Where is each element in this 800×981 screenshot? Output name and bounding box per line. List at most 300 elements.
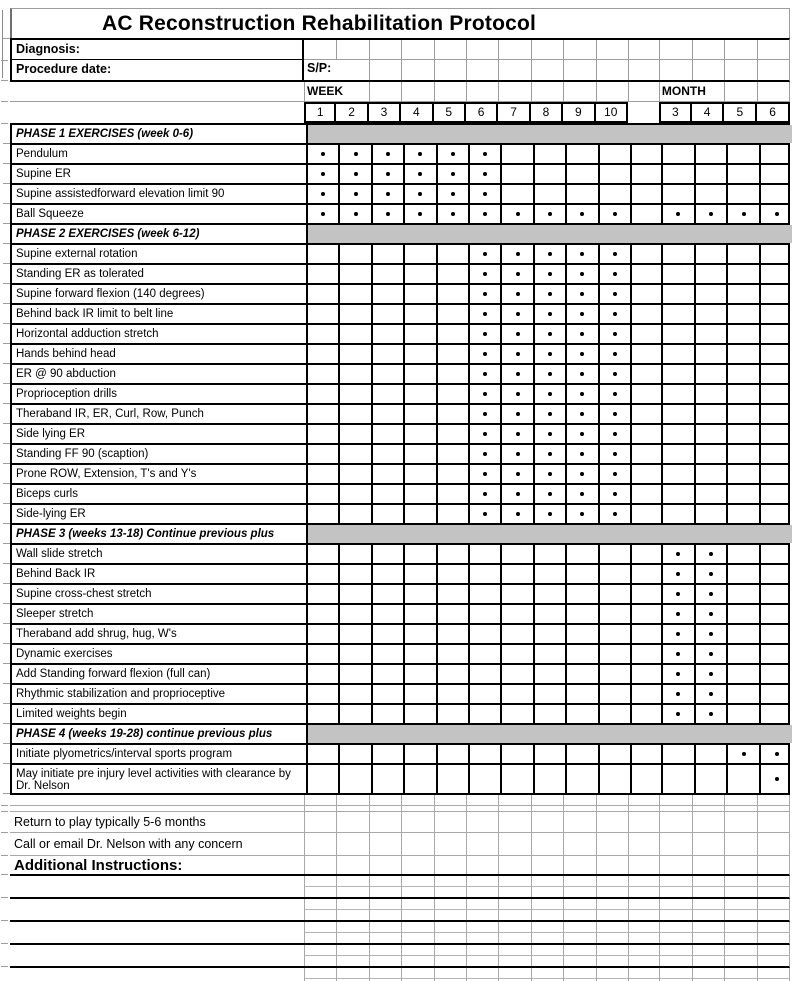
bullet-marker — [386, 212, 390, 216]
grid-cell — [628, 856, 659, 874]
bullet-cell — [694, 585, 727, 603]
grid-cell — [694, 425, 727, 443]
grid-cell — [661, 365, 694, 383]
grid-cell — [500, 705, 532, 723]
grid-cell — [692, 922, 725, 943]
exercise-row — [10, 385, 790, 405]
grid-cell — [369, 922, 401, 943]
bullet-marker — [451, 172, 455, 176]
exercise-label: Theraband add shrug, hug, W's — [16, 628, 177, 640]
phase-header-row — [10, 225, 790, 245]
gap-cell — [630, 325, 661, 343]
grid-cell — [338, 765, 370, 793]
grid-cell — [434, 40, 466, 60]
exercise-label: Behind Back IR — [16, 568, 96, 580]
grid-cell — [466, 60, 498, 80]
phase-header-band — [306, 725, 792, 743]
grid-cell — [436, 425, 468, 443]
grid-cell — [306, 305, 338, 323]
grid-cell — [759, 665, 792, 683]
grid-cell — [598, 765, 630, 793]
grid-cell — [371, 585, 403, 603]
week-number-cell: 10 — [596, 102, 628, 123]
bullet-cell — [565, 245, 597, 263]
grid-cell — [724, 82, 757, 101]
grid-cell — [338, 365, 370, 383]
grid-cell — [724, 922, 757, 943]
month-number-cell: 5 — [724, 102, 757, 123]
bullet-cell — [500, 245, 532, 263]
grid-cell — [403, 365, 435, 383]
grid-cell — [10, 82, 304, 101]
bullet-cell — [565, 485, 597, 503]
grid-cell — [759, 445, 792, 463]
bullet-marker — [516, 252, 520, 256]
grid-cell — [694, 505, 727, 523]
bullet-marker — [676, 632, 680, 636]
grid-cell — [659, 899, 692, 920]
grid-cell — [403, 245, 435, 263]
grid-cell — [692, 856, 725, 874]
grid-cell — [661, 445, 694, 463]
phase-header-band — [306, 525, 792, 543]
grid-cell — [726, 305, 759, 323]
grid-cell — [468, 545, 500, 563]
grid-cell — [371, 445, 403, 463]
exercise-label: Wall slide stretch — [16, 548, 103, 560]
grid-cell — [596, 899, 628, 920]
grid-cell — [531, 968, 563, 981]
grid-cell — [466, 82, 498, 101]
grid-cell — [628, 40, 659, 60]
exercise-row — [10, 365, 790, 385]
grid-cell — [628, 968, 659, 981]
exercise-row — [10, 405, 790, 425]
bullet-marker — [516, 372, 520, 376]
grid-cell — [757, 795, 790, 805]
grid-cell — [401, 856, 433, 874]
grid-cell — [598, 685, 630, 703]
grid-cell — [371, 745, 403, 763]
grid-cell — [10, 945, 304, 966]
note-text: Call or email Dr. Nelson with any concern — [14, 837, 243, 851]
bullet-marker — [613, 412, 617, 416]
grid-cell — [436, 245, 468, 263]
phase-header-band — [306, 225, 792, 243]
grid-cell — [563, 795, 595, 805]
exercise-label: Ball Squeeze — [16, 208, 84, 220]
grid-cell — [759, 625, 792, 643]
grid-cell — [369, 876, 401, 897]
bullet-cell — [468, 485, 500, 503]
note-row — [10, 812, 790, 833]
bullet-marker — [451, 212, 455, 216]
grid-cell — [306, 505, 338, 523]
grid-cell — [401, 812, 433, 832]
grid-cell — [628, 922, 659, 943]
bullet-cell — [468, 265, 500, 283]
grid-cell — [659, 968, 692, 981]
grid-cell — [533, 185, 565, 203]
bullet-cell — [468, 145, 500, 163]
grid-cell — [598, 625, 630, 643]
gap-cell — [630, 765, 661, 793]
bullet-cell — [306, 205, 338, 223]
grid-cell — [498, 876, 530, 897]
bullet-cell — [403, 165, 435, 183]
bullet-cell — [533, 325, 565, 343]
grid-cell — [336, 856, 368, 874]
grid-cell — [563, 856, 595, 874]
grid-cell — [338, 625, 370, 643]
bullet-cell — [468, 445, 500, 463]
grid-cell — [757, 40, 790, 60]
grid-cell — [724, 60, 757, 80]
bullet-marker — [580, 312, 584, 316]
grid-cell — [596, 795, 628, 805]
grid-cell — [338, 685, 370, 703]
bullet-cell — [661, 605, 694, 623]
bullet-marker — [676, 572, 680, 576]
grid-cell — [565, 145, 597, 163]
grid-cell — [436, 365, 468, 383]
grid-cell — [598, 185, 630, 203]
gap-cell — [630, 665, 661, 683]
grid-cell — [304, 812, 336, 832]
bullet-marker — [483, 312, 487, 316]
grid-cell — [500, 585, 532, 603]
grid-cell — [659, 876, 692, 897]
exercise-label: Side-lying ER — [16, 508, 86, 520]
grid-cell — [628, 60, 659, 80]
bullet-cell — [500, 385, 532, 403]
grid-cell — [336, 806, 368, 811]
week-number-cell: 5 — [434, 102, 466, 123]
bullet-marker — [483, 492, 487, 496]
grid-cell — [338, 485, 370, 503]
grid-cell — [371, 265, 403, 283]
grid-cell — [692, 60, 725, 80]
exercise-row — [10, 645, 790, 665]
week-number-cell: 6 — [466, 102, 498, 123]
bullet-cell — [661, 205, 694, 223]
grid-cell — [371, 285, 403, 303]
week-number-cell: 4 — [401, 102, 433, 123]
bullet-marker — [548, 252, 552, 256]
phase-header-label: PHASE 1 EXERCISES (week 0-6) — [16, 128, 194, 140]
grid-cell — [338, 745, 370, 763]
grid-cell — [401, 60, 433, 80]
grid-cell — [304, 795, 336, 805]
grid-cell — [757, 968, 790, 981]
bullet-marker — [354, 212, 358, 216]
bullet-cell — [694, 205, 727, 223]
grid-cell — [628, 945, 659, 966]
grid-cell — [628, 795, 659, 805]
bullet-cell — [468, 205, 500, 223]
grid-cell — [306, 705, 338, 723]
grid-cell — [403, 705, 435, 723]
bullet-cell — [565, 465, 597, 483]
bullet-cell — [468, 185, 500, 203]
gap-cell — [630, 485, 661, 503]
bullet-cell — [533, 285, 565, 303]
exercise-label: Limited weights begin — [16, 708, 127, 720]
grid-cell — [726, 625, 759, 643]
grid-cell — [500, 545, 532, 563]
grid-cell — [661, 745, 694, 763]
bullet-marker — [516, 412, 520, 416]
bullet-cell — [500, 325, 532, 343]
bullet-cell — [403, 185, 435, 203]
grid-cell — [661, 505, 694, 523]
grid-cell — [757, 833, 790, 855]
exercise-row — [10, 185, 790, 205]
bullet-cell — [598, 425, 630, 443]
page-title: AC Reconstruction Rehabilitation Protocol — [102, 12, 537, 35]
bullet-marker — [742, 212, 746, 216]
grid-cell — [498, 40, 530, 60]
grid-cell — [565, 705, 597, 723]
grid-cell — [338, 645, 370, 663]
header-grid — [10, 38, 790, 123]
bullet-cell — [694, 625, 727, 643]
grid-cell — [498, 795, 530, 805]
grid-cell — [531, 40, 563, 60]
grid-cell — [306, 245, 338, 263]
exercise-label: Proprioception drills — [16, 388, 117, 400]
grid-cell — [726, 705, 759, 723]
grid-cell — [628, 806, 659, 811]
grid-cell — [369, 806, 401, 811]
grid-cell — [500, 565, 532, 583]
exercise-row — [10, 425, 790, 445]
grid-cell — [659, 812, 692, 832]
grid-cell — [338, 565, 370, 583]
bullet-cell — [338, 205, 370, 223]
grid-cell — [726, 765, 759, 793]
grid-cell — [403, 405, 435, 423]
grid-cell — [401, 899, 433, 920]
exercise-label: Pendulum — [16, 148, 68, 160]
gap-cell — [630, 285, 661, 303]
grid-cell — [401, 876, 433, 897]
grid-cell — [371, 245, 403, 263]
grid-cell — [498, 82, 530, 101]
grid-cell — [306, 285, 338, 303]
grid-cell — [436, 625, 468, 643]
bullet-cell — [565, 305, 597, 323]
grid-cell — [759, 605, 792, 623]
grid-cell — [498, 60, 530, 80]
exercise-row — [10, 685, 790, 705]
bullet-marker — [516, 452, 520, 456]
bullet-cell — [468, 165, 500, 183]
bullet-cell — [371, 185, 403, 203]
grid-cell — [596, 833, 628, 855]
exercise-row — [10, 765, 790, 795]
bullet-cell — [759, 745, 792, 763]
grid-cell — [563, 945, 595, 966]
grid-cell — [498, 922, 530, 943]
grid-cell — [369, 795, 401, 805]
grid-cell — [759, 325, 792, 343]
bullet-marker — [709, 612, 713, 616]
exercise-row — [10, 605, 790, 625]
bullet-cell — [565, 425, 597, 443]
bullet-marker — [483, 372, 487, 376]
gap-cell — [630, 365, 661, 383]
phase-header-row — [10, 525, 790, 545]
bullet-marker — [580, 272, 584, 276]
grid-cell — [436, 485, 468, 503]
grid-cell — [338, 425, 370, 443]
grid-cell — [371, 665, 403, 683]
grid-cell — [338, 405, 370, 423]
grid-cell — [403, 305, 435, 323]
exercise-row — [10, 285, 790, 305]
grid-cell — [692, 812, 725, 832]
grid-cell — [726, 405, 759, 423]
bullet-cell — [726, 745, 759, 763]
grid-cell — [500, 745, 532, 763]
exercise-row — [10, 705, 790, 725]
bullet-cell — [598, 485, 630, 503]
grid-cell — [306, 425, 338, 443]
grid-cell — [726, 185, 759, 203]
grid-cell — [371, 425, 403, 443]
grid-cell — [757, 922, 790, 943]
grid-cell — [403, 585, 435, 603]
month-header-label: MONTH — [659, 82, 725, 101]
grid-cell — [466, 968, 498, 981]
bullet-marker — [613, 512, 617, 516]
bullet-marker — [516, 492, 520, 496]
grid-cell — [694, 765, 727, 793]
bullet-marker — [613, 212, 617, 216]
exercise-row — [10, 585, 790, 605]
grid-cell — [565, 765, 597, 793]
grid-cell — [531, 812, 563, 832]
grid-cell — [434, 812, 466, 832]
bullet-cell — [468, 245, 500, 263]
procedure-date-row — [10, 60, 790, 82]
exercise-label: Supine cross-chest stretch — [16, 588, 152, 600]
grid-cell — [596, 856, 628, 874]
bullet-cell — [661, 585, 694, 603]
grid-cell — [726, 445, 759, 463]
grid-cell — [659, 60, 692, 80]
grid-cell — [726, 365, 759, 383]
exercise-row — [10, 665, 790, 685]
gap-cell — [630, 565, 661, 583]
grid-cell — [338, 305, 370, 323]
week-number-cell: 9 — [563, 102, 595, 123]
grid-cell — [724, 795, 757, 805]
grid-cell — [759, 425, 792, 443]
bullet-marker — [548, 392, 552, 396]
grid-cell — [565, 645, 597, 663]
bullet-cell — [661, 645, 694, 663]
grid-cell — [533, 745, 565, 763]
grid-cell — [661, 325, 694, 343]
grid-cell — [724, 806, 757, 811]
grid-cell — [434, 899, 466, 920]
exercise-label: Theraband IR, ER, Curl, Row, Punch — [16, 408, 204, 420]
grid-cell — [403, 505, 435, 523]
grid-cell — [304, 899, 336, 920]
grid-cell — [434, 968, 466, 981]
bullet-marker — [709, 552, 713, 556]
grid-cell — [694, 245, 727, 263]
grid-cell — [726, 245, 759, 263]
blank-write-row — [10, 876, 790, 899]
bullet-marker — [516, 272, 520, 276]
grid-cell — [757, 60, 790, 80]
grid-cell — [371, 385, 403, 403]
bullet-marker — [775, 212, 779, 216]
bullet-cell — [694, 705, 727, 723]
bullet-cell — [598, 245, 630, 263]
grid-cell — [759, 485, 792, 503]
grid-cell — [726, 585, 759, 603]
grid-cell — [466, 812, 498, 832]
grid-cell — [694, 745, 727, 763]
bullet-marker — [548, 352, 552, 356]
gap-cell — [630, 465, 661, 483]
bullet-cell — [598, 365, 630, 383]
grid-cell — [403, 265, 435, 283]
grid-cell — [466, 833, 498, 855]
gap-cell — [630, 305, 661, 323]
bullet-marker — [580, 252, 584, 256]
grid-cell — [598, 565, 630, 583]
grid-cell — [694, 265, 727, 283]
grid-cell — [369, 899, 401, 920]
bullet-cell — [598, 405, 630, 423]
grid-cell — [563, 40, 595, 60]
bullet-cell — [661, 625, 694, 643]
grid-cell — [401, 40, 433, 60]
phase-header-label: PHASE 3 (weeks 13-18) Continue previous plus — [16, 528, 275, 540]
gap-cell — [630, 385, 661, 403]
grid-cell — [759, 245, 792, 263]
grid-cell — [468, 685, 500, 703]
grid-cell — [565, 585, 597, 603]
exercise-label: Behind back IR limit to belt line — [16, 308, 174, 320]
exercise-label: Sleeper stretch — [16, 608, 94, 620]
bullet-marker — [516, 332, 520, 336]
grid-cell — [436, 605, 468, 623]
grid-cell — [692, 945, 725, 966]
grid-cell — [336, 812, 368, 832]
grid-cell — [306, 545, 338, 563]
gap-cell — [630, 645, 661, 663]
bullet-cell — [500, 285, 532, 303]
bullet-cell — [338, 165, 370, 183]
exercise-row — [10, 305, 790, 325]
grid-cell — [369, 856, 401, 874]
grid-cell — [403, 345, 435, 363]
bullet-cell — [533, 365, 565, 383]
grid-cell — [596, 945, 628, 966]
grid-cell — [306, 365, 338, 383]
diagnosis-row — [10, 38, 790, 60]
grid-cell — [306, 465, 338, 483]
bullet-marker — [483, 412, 487, 416]
bullet-cell — [565, 505, 597, 523]
grid-cell — [436, 305, 468, 323]
